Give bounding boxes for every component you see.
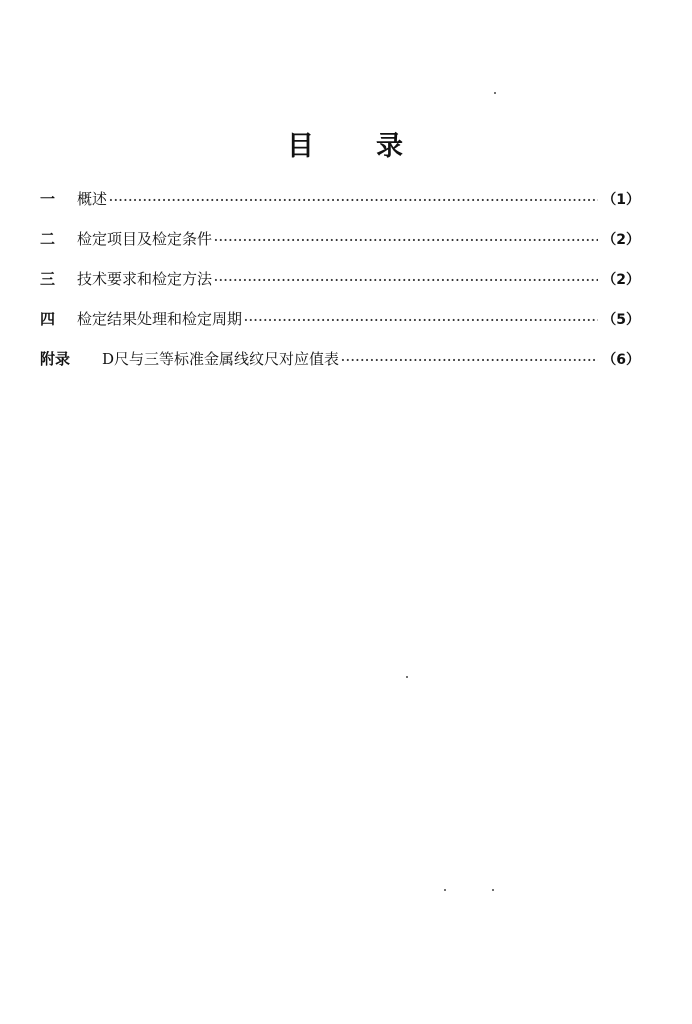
- toc-entry-title: 技术要求和检定方法: [77, 270, 213, 288]
- toc-entry-2[interactable]: [40, 228, 640, 268]
- toc-entry-page: （1）: [602, 192, 640, 208]
- toc-entry-title: D尺与三等标准金属线纹尺对应值表: [102, 350, 340, 368]
- toc-entry-page: （5）: [602, 312, 640, 328]
- toc-dot-leader: [214, 234, 598, 247]
- toc-entry-page: （2）: [602, 272, 640, 288]
- title-char-left: 目: [287, 131, 316, 162]
- toc-dot-leader: [109, 194, 598, 207]
- toc-entry-number: 三: [40, 270, 56, 288]
- toc-entry-number: 一: [40, 190, 56, 208]
- toc-dot-leader: [244, 314, 598, 327]
- table-of-contents: [40, 188, 640, 388]
- toc-entry-number: 二: [40, 230, 56, 248]
- scan-speck: [444, 889, 446, 891]
- toc-dot-leader: [341, 354, 598, 367]
- page-title: [0, 124, 692, 163]
- toc-entry-3[interactable]: [40, 268, 640, 308]
- toc-entry-title: 概述: [77, 190, 108, 208]
- toc-entry-number: 四: [40, 310, 56, 328]
- scan-speck: [492, 889, 494, 891]
- toc-entry-title: 检定项目及检定条件: [77, 230, 213, 248]
- toc-entry-4[interactable]: [40, 308, 640, 348]
- toc-entry-page: （6）: [602, 352, 640, 368]
- toc-entry-page: （2）: [602, 232, 640, 248]
- toc-dot-leader: [214, 274, 598, 287]
- toc-entry-title: 检定结果处理和检定周期: [77, 310, 243, 328]
- toc-entry-number: 附录: [40, 350, 71, 368]
- scan-speck: [494, 92, 496, 94]
- toc-entry-appendix[interactable]: [40, 348, 640, 388]
- scan-speck: [406, 676, 408, 678]
- toc-entry-1[interactable]: [40, 188, 640, 228]
- title-char-right: 录: [376, 131, 405, 162]
